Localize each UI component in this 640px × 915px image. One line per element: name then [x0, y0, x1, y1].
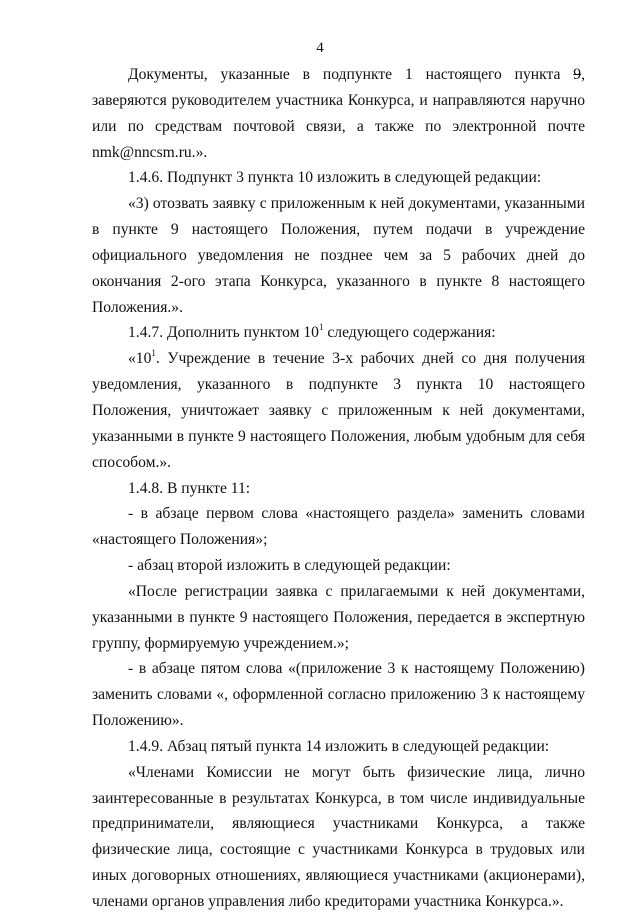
superscript-index: 1: [318, 322, 324, 333]
paragraph-text: Документы, указанные в подпункте 1 настоящего пункта: [128, 66, 574, 83]
paragraph-text: следующего содержания:: [323, 324, 496, 342]
document-body: [92, 62, 585, 915]
paragraph-text: 1.4.7. Дополнить пунктом 10: [128, 324, 319, 342]
superscript-index: 1: [151, 348, 156, 359]
paragraph-documents-certification: [92, 62, 585, 165]
paragraph-commission-members: «Членами Комиссии не могут быть физические лица, лично заинтересованные в результатах Конкурса, в том числе индивидуальные предприниматели, являющиеся участниками Конкурса, а также физические лица, состоящие с участниками Конкурса в трудовых или иных договорных отношениях, являющиеся участниками (акционерами), членами органов управления либо кредиторами участника Конкурса.».: [92, 763, 585, 910]
paragraph-withdraw-application: «3) отозвать заявку с приложенным к ней документами, указанными в пункте 9 настоящего Положения, путем подачи в учреждение официального уведомления не позднее чем за 5 рабочих дней до окончания 2-ого этапа Конкурса, указанного в пункте 8 настоящего Положения.».: [92, 195, 585, 316]
paragraph-10-1: [92, 346, 585, 475]
struck-number: 9: [573, 66, 582, 83]
paragraph-1-4-6: 1.4.6. Подпункт 3 пункта 10 изложить в следующей редакции:: [128, 169, 542, 187]
paragraph-1-4-7: [92, 320, 585, 346]
page-number: 4: [316, 40, 324, 56]
paragraph-second-abzac: - абзац второй изложить в следующей редакции:: [128, 557, 451, 575]
paragraph-text: , заверяются руководителем участника Конкурса, и направляются наручно или по средствам почтовой связи, а также по электронной почте nmk@nncsm.ru.».: [92, 66, 585, 161]
paragraph-after-registration: «После регистрации заявка с прилагаемыми к ней документами, указанными в пункте 9 настоящего Положения, передается в экспертную группу, формируемую учреждением.»;: [92, 582, 585, 652]
paragraph-fifth-abzac: - в абзаце пятом слова «(приложение 3 к настоящему Положению) заменить словами «, оформленной согласно приложению 3 к настоящему Положению».: [92, 660, 585, 730]
paragraph-1-4-9: 1.4.9. Абзац пятый пункта 14 изложить в следующей редакции:: [128, 737, 550, 755]
paragraph-1-4-8: 1.4.8. В пункте 11:: [128, 479, 251, 497]
paragraph-first-abzac: - в абзаце первом слова «настоящего раздела» заменить словами «настоящего Положения»;: [92, 505, 585, 549]
paragraph-text: «10: [128, 350, 152, 368]
paragraph-text: . Учреждение в течение 3-х рабочих дней со дня получения уведомления, указанного в подпункте 3 пункта 10 настоящего Положения, уничтожает заявку с приложенным к ней документами, указанными в пункте 9 настоящего Положения, любым удобным для себя способом.».: [92, 350, 585, 471]
